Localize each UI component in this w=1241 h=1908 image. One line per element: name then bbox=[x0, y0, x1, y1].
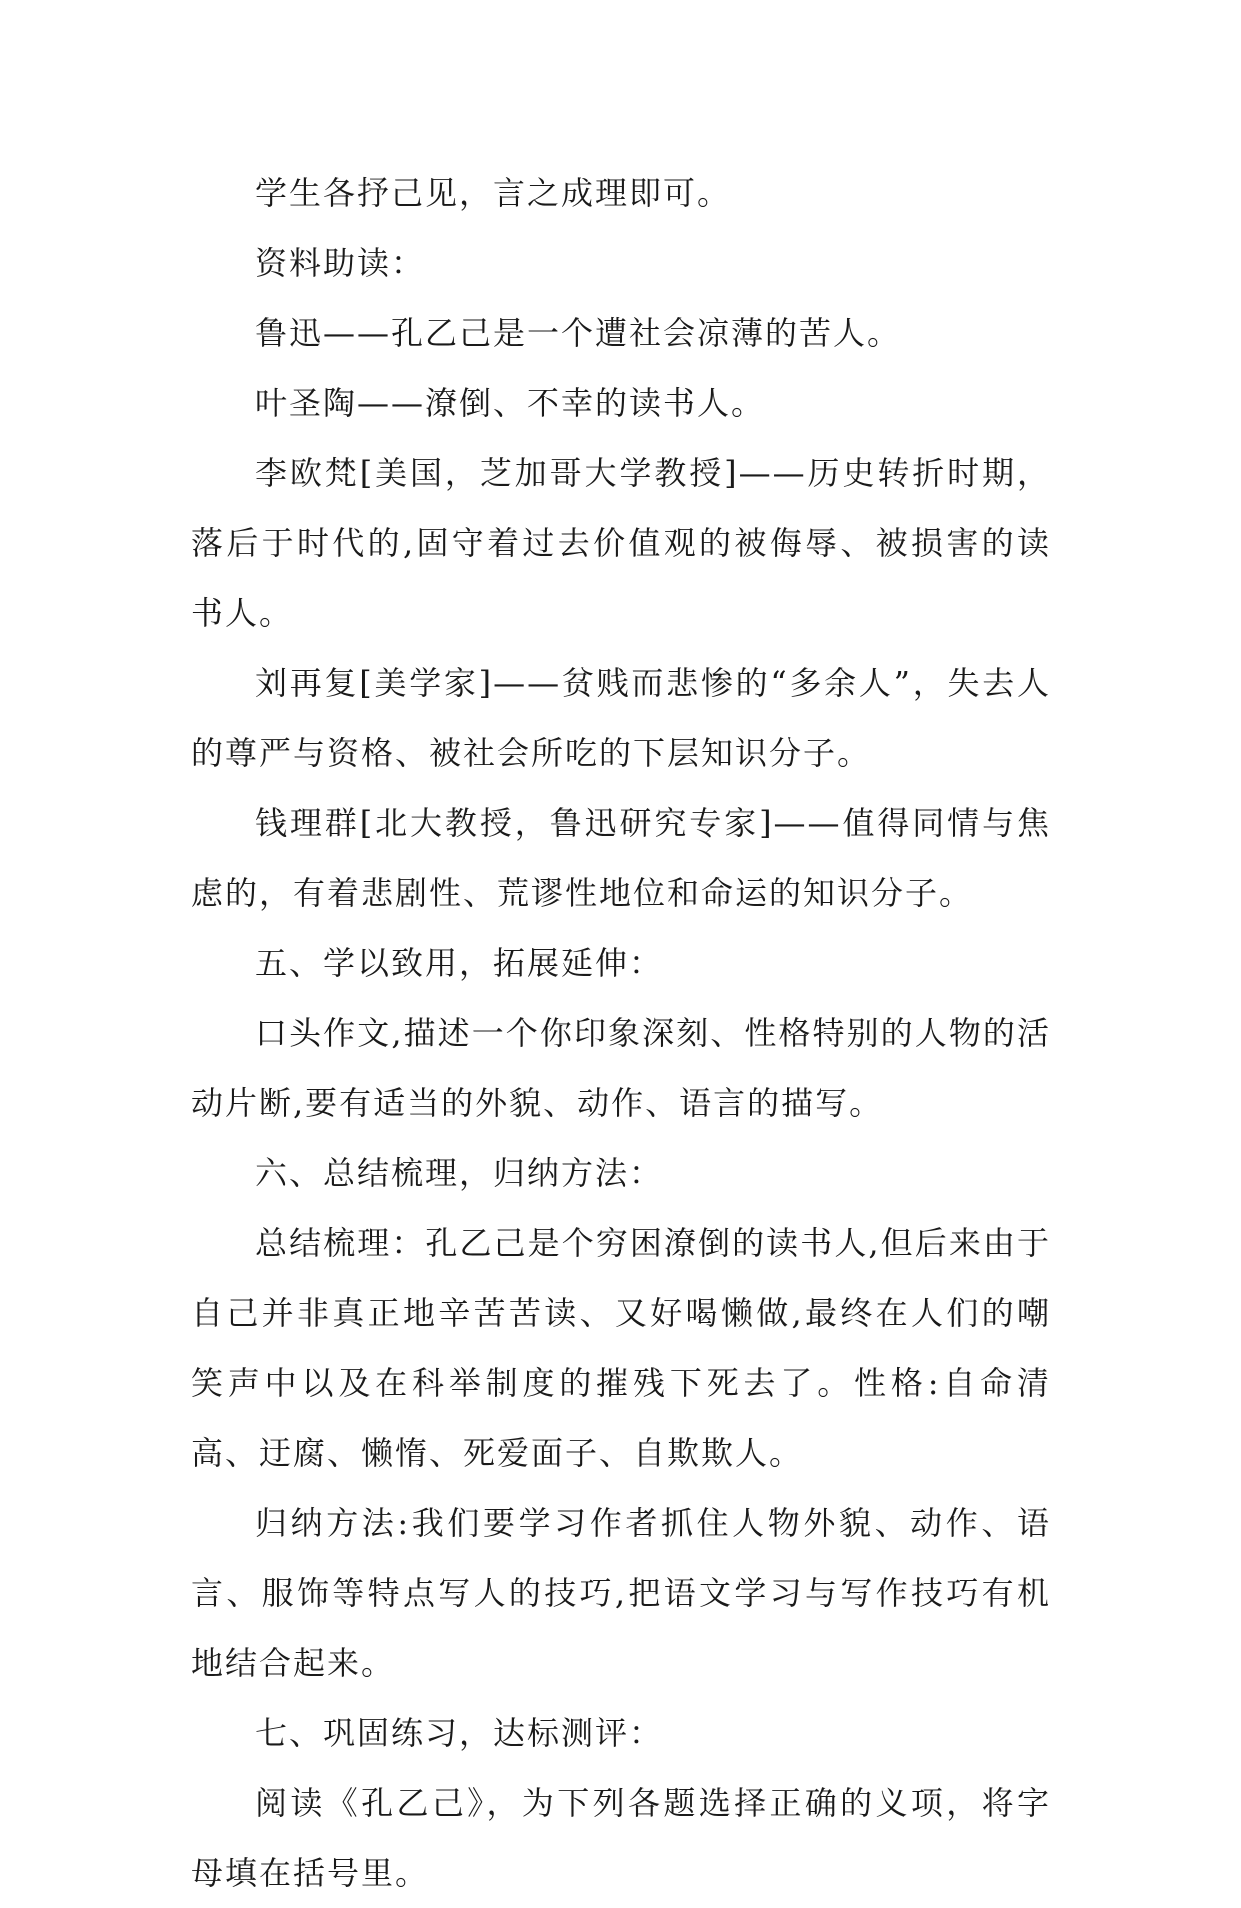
paragraph-summary: 总结梳理：孔乙己是个穷困潦倒的读书人,但后来由于自己并非真正地辛苦苦读、又好喝懒做,最终在人们的嘲笑声中以及在科举制度的摧残下死去了。性格:自命清高、迂腐、懒惰、死爱面子、自欺欺人。 bbox=[191, 1224, 1051, 1472]
paragraph-yeshengtao-comment: 叶圣陶——潦倒、不幸的读书人。 bbox=[255, 384, 766, 422]
paragraph-exercise-instruction: 阅读《孔乙己》，为下列各题选择正确的义项，将字母填在括号里。 bbox=[191, 1784, 1051, 1892]
paragraph-oral-composition: 口头作文,描述一个你印象深刻、性格特别的人物的活动片断,要有适当的外貌、动作、语言的描写。 bbox=[191, 1014, 1051, 1122]
section-heading-six: 六、总结梳理，归纳方法： bbox=[255, 1154, 664, 1192]
section-heading-seven: 七、巩固练习，达标测评： bbox=[255, 1714, 664, 1752]
paragraph-luxun-comment: 鲁迅——孔乙己是一个遭社会凉薄的苦人。 bbox=[255, 314, 902, 352]
paragraph-student-opinions: 学生各抒己见，言之成理即可。 bbox=[255, 174, 732, 212]
paragraph-reading-materials-heading: 资料助读： bbox=[255, 244, 426, 282]
document-body bbox=[191, 158, 1051, 1908]
paragraph-method: 归纳方法:我们要学习作者抓住人物外貌、动作、语言、服饰等特点写人的技巧,把语文学习与写作技巧有机地结合起来。 bbox=[191, 1504, 1051, 1682]
paragraph-liuzaifu-comment: 刘再复[美学家]——贫贱而悲惨的“多余人”，失去人的尊严与资格、被社会所吃的下层知识分子。 bbox=[191, 664, 1051, 772]
section-heading-five: 五、学以致用，拓展延伸： bbox=[255, 944, 664, 982]
paragraph-qianliqun-comment: 钱理群[北大教授，鲁迅研究专家]——值得同情与焦虑的，有着悲剧性、荒谬性地位和命运的知识分子。 bbox=[191, 804, 1051, 912]
paragraph-leeoufan-comment: 李欧梵[美国，芝加哥大学教授]——历史转折时期，落后于时代的,固守着过去价值观的被侮辱、被损害的读书人。 bbox=[191, 454, 1051, 632]
